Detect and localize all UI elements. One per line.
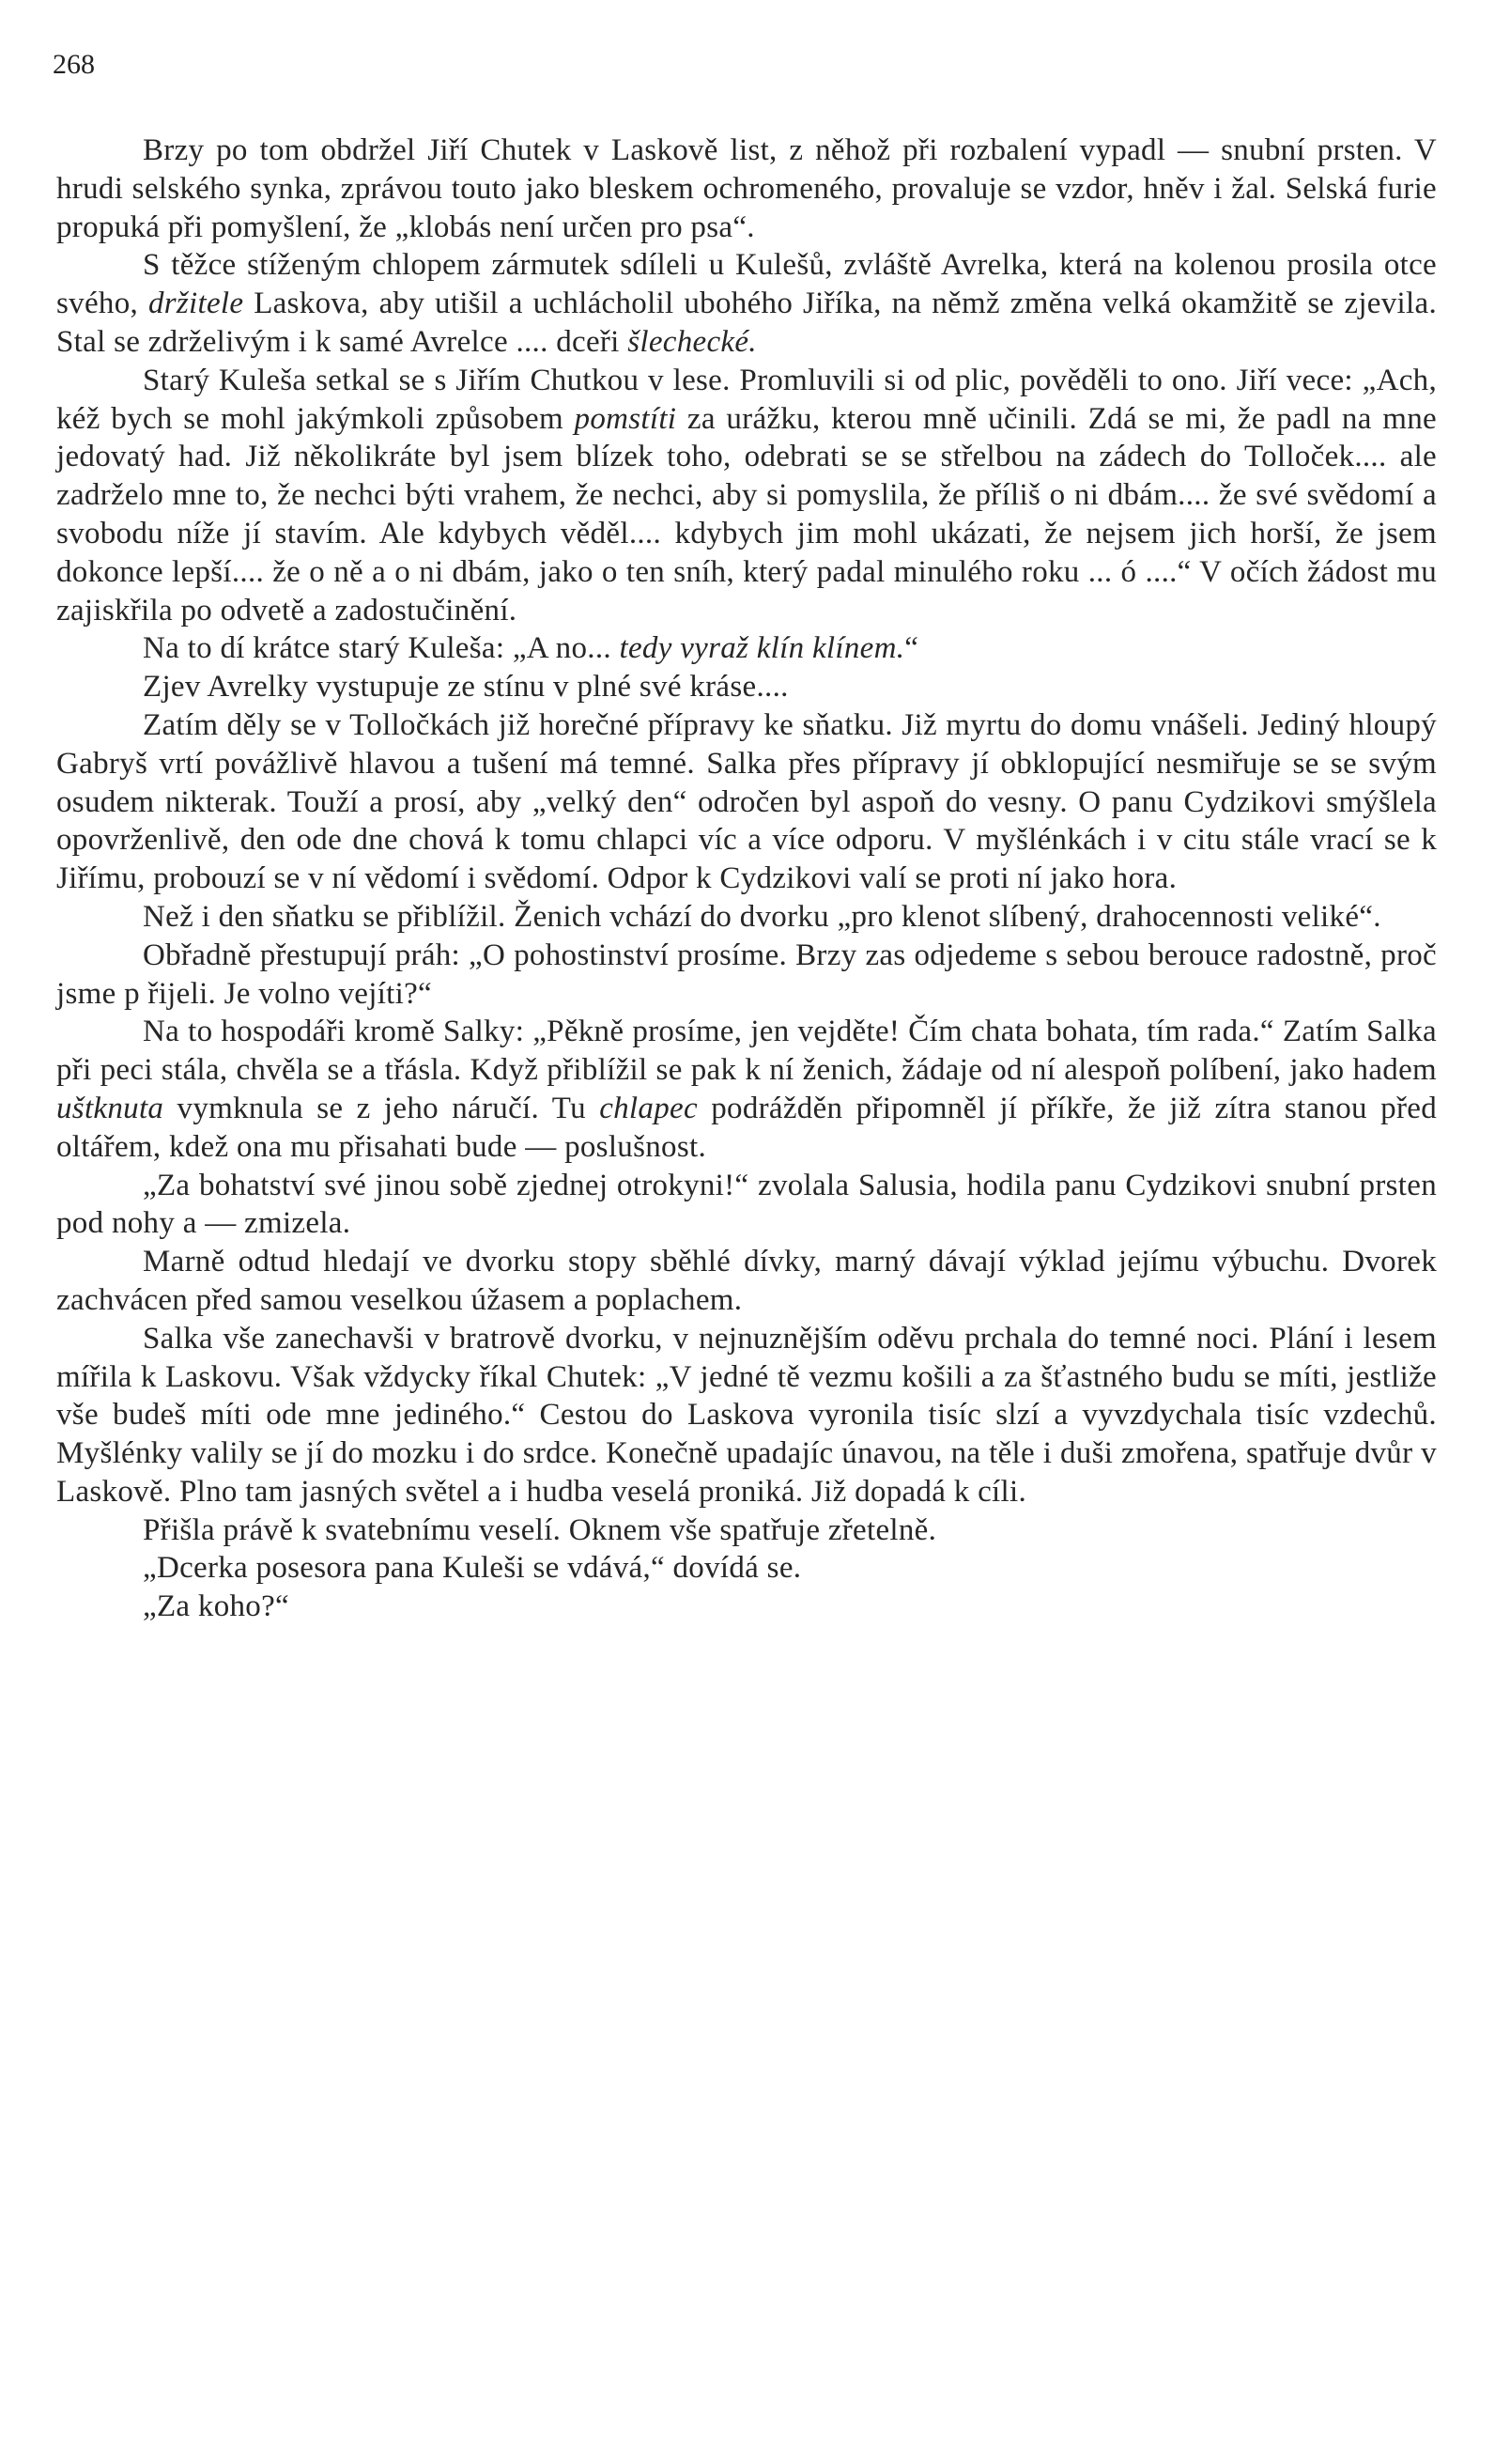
paragraph (56, 629, 1437, 668)
text-run: za urážku, kterou mně učinili. Zdá se mi, že padl na mne jedovatý had. Již několikráte byl jsem blízek toho, odebrati se se střelbou na zádech do Tolloček.... ale zadrželo mne to, že nechci býti vrahem, že nechci, aby si pomyslila, že příliš o ni dbám.... že své svědomí a svobodu níže jí stavím. Ale kdybych věděl.... kdybych jim mohl ukázati, že nejsem jich horší, že jsem dokonce lepší.... že o ně a o ni dbám, jako o ten sníh, který padal minulého roku ... ó ....“ V očích žádost mu zajiskřila po odvetě a zadostučinění. (56, 401, 1437, 628)
paragraph (56, 246, 1437, 361)
italic-text-run: pomstíti (574, 401, 677, 436)
text-run: Zjev Avrelky vystupuje ze stínu v plné své kráse.... (143, 670, 789, 705)
text-run: Zatím děly se v Tolločkách již horečné přípravy ke sňatku. Již myrtu do domu vnášeli. Jediný hloupý Gabryš vrtí povážlivě hlavou a tušení má temné. Salka přes přípravy jí obklopující nesmiřuje se se svým osudem nikterak. Touží a prosí, aby „velký den“ odročen byl aspoň do vesny. O panu Cydzikovi smýšlela opovrženlivě, den ode dne chová k tomu chlapci víc a více odporu. V myšlénkách i v citu stále vrací se k Jiřímu, probouzí se v ní vědomí i svědomí. Odpor k Cydzikovi valí se proti ní jako hora. (56, 707, 1437, 896)
paragraph (56, 668, 1437, 706)
paragraph (56, 132, 1437, 246)
text-run: Přišla právě k svatebnímu veselí. Oknem vše spatřuje zřetelně. (143, 1512, 937, 1547)
text-run: vymknula se z jeho náručí. Tu (163, 1091, 600, 1125)
paragraph (56, 1588, 1437, 1626)
paragraph (56, 1167, 1437, 1244)
text-run: Obřadně přestupují práh: „O pohostinství prosíme. Brzy zas odjedeme s sebou berouce radostně, proč jsme p řijeli. Je volno vejíti?“ (56, 938, 1437, 1011)
text-run: podrážděn připomněl jí příkře, že již zítra stanou před oltářem, kdež ona mu přisahati bude — poslušnost. (56, 1091, 1437, 1164)
italic-text-run: šlechecké. (627, 324, 757, 359)
italic-text-run: chlapec (599, 1091, 698, 1125)
body-text (56, 132, 1437, 1626)
text-run: Na to hospodáři kromě Salky: „Pěkně prosíme, jen vejděte! Čím chata bohata, tím rada.“ Zatím Salka při peci stála, chvěla se a třásla. Když přiblížil se pak k ní ženich, žádaje od ní alespoň políbení, jako hadem (56, 1015, 1437, 1088)
paragraph (56, 1320, 1437, 1511)
paragraph (56, 898, 1437, 937)
text-run: Na to dí krátce starý Kuleša: „A no... (143, 631, 620, 666)
text-run: Brzy po tom obdržel Jiří Chutek v Laskově list, z něhož při rozbalení vypadl — snubní prsten. V hrudi selského synka, zprávou touto jako bleskem ochromeného, provaluje se vzdor, hněv i žal. Selská furie propuká při pomyšlení, že „klobás není určen pro psa“. (56, 133, 1437, 244)
page-number: 268 (53, 49, 95, 80)
paragraph (56, 1013, 1437, 1166)
italic-text-run: držitele (147, 287, 244, 321)
paragraph (56, 362, 1437, 630)
text-run: „Za bohatství své jinou sobě zjednej otrokyni!“ zvolala Salusia, hodila panu Cydzikovi snubní prsten pod nohy a — zmizela. (56, 1168, 1437, 1241)
text-run: Než i den sňatku se přiblížil. Ženich vchází do dvorku „pro klenot slíbený, drahocennosti veliké“. (143, 899, 1381, 934)
text-run: „Dcerka posesora pana Kuleši se vdává,“ dovídá se. (143, 1551, 802, 1586)
text-run: Laskova, aby utišil a uchlácholil ubohého Jiříka, na němž změna velká okamžitě se zjevila. Stal se zdrželivým i k samé Avrelce .... dceři (56, 287, 1437, 359)
text-run: „Za koho?“ (143, 1589, 289, 1624)
text-run: “ (904, 631, 919, 666)
text-run: S těžce stíženým chlopem zármutek sdíleli u Kulešů, zvláště Avrelka, která na kolenou prosila otce svého, (56, 248, 1437, 321)
paragraph (56, 937, 1437, 1014)
paragraph (56, 1243, 1437, 1320)
paragraph (56, 706, 1437, 898)
paragraph (56, 1549, 1437, 1588)
text-run: Marně odtud hledají ve dvorku stopy sběhlé dívky, marný dávají výklad jejímu výbuchu. Dvorek zachvácen před samou veselkou úžasem a poplachem. (56, 1245, 1437, 1317)
paragraph (56, 1511, 1437, 1550)
italic-text-run: tedy vyraž klín klínem. (619, 631, 905, 666)
text-run: Salka vše zanechavši v bratrově dvorku, v nejnuznějším oděvu prchala do temné noci. Plání i lesem mířila k Laskovu. Však vždycky říkal Chutek: „V jedné tě vezmu košili a za šťastného budu se míti, jestliže vše budeš míti ode mne jediného.“ Cestou do Laskova vyronila tisíc slzí a vyvzdychala tisíc vzdechů. Myšlénky valily se jí do mozku i do srdce. Konečně upadajíc únavou, na těle i duši zmořena, spatřuje dvůr v Laskově. Plno tam jasných světel a i hudba veselá proniká. Již dopadá k cíli. (56, 1321, 1437, 1509)
text-run: Starý Kuleša setkal se s Jiřím Chutkou v lese. Promluvili si od plic, pověděli to ono. Jiří vece: „Ach, kéž bych se mohl jakýmkoli způsobem (56, 363, 1437, 436)
italic-text-run: uštknuta (56, 1091, 164, 1125)
